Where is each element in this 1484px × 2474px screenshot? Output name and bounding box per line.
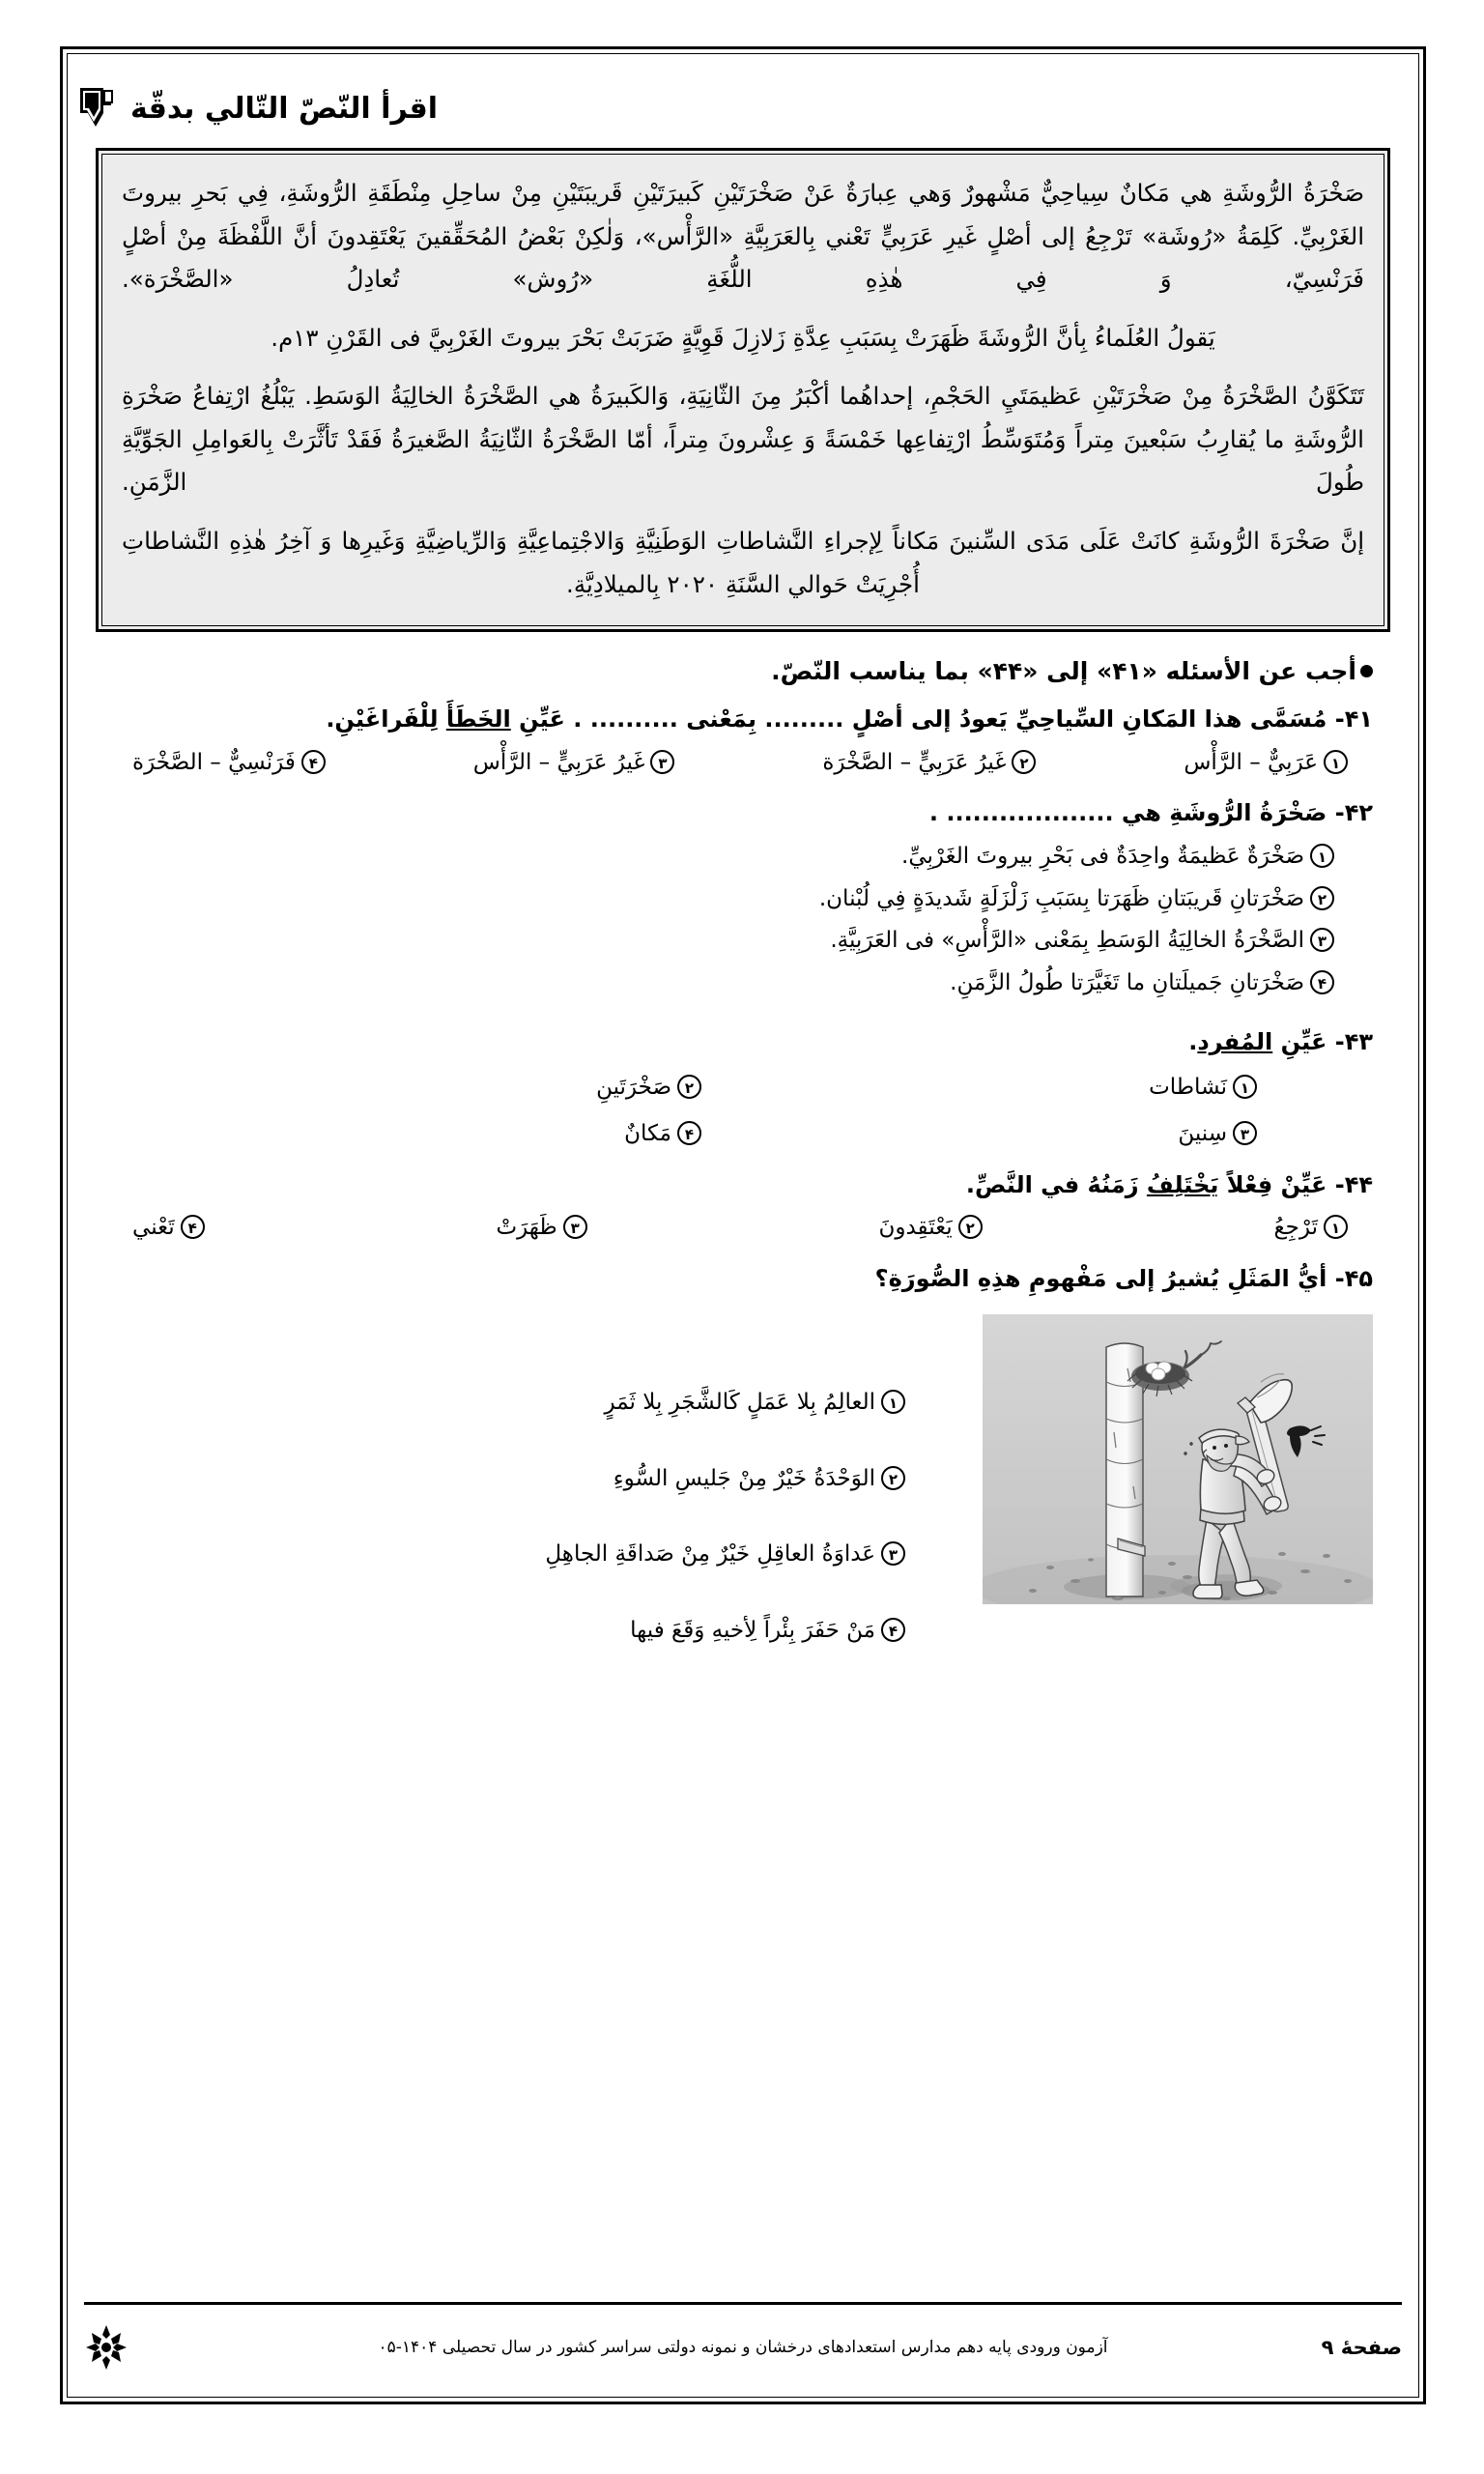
option-3[interactable] — [107, 1538, 905, 1571]
option-4-label: صَخْرَتانِ جَميلَتانِ ما تَغَيَّرَتا طُولُ الزَّمَنِ. — [950, 969, 1304, 995]
option-3[interactable] — [473, 746, 675, 780]
option-1-label: عَرَبِيٌّ – الرَّأْس — [1184, 749, 1318, 775]
option-2-number: ۲ — [1310, 886, 1334, 910]
question-43-text-before: عَيِّنِ — [1272, 1028, 1327, 1056]
question-43 — [107, 1023, 1373, 1150]
book-icon — [74, 84, 117, 134]
option-4[interactable] — [107, 966, 1334, 1000]
question-45-stem — [107, 1260, 1373, 1297]
option-4[interactable] — [132, 1211, 205, 1245]
option-4-label: تَعْني — [132, 1215, 175, 1241]
page-number: صفحهٔ ۹ — [1321, 2336, 1402, 2359]
option-4[interactable] — [107, 1614, 905, 1648]
option-1-label: صَخْرَةٌ عَظيمَةٌ واحِدَةٌ فى بَحْرِ بيروتَ الغَرْبِيِّ. — [901, 844, 1304, 870]
option-2[interactable] — [878, 1211, 982, 1245]
section-header — [74, 59, 1412, 142]
bullet-icon — [1360, 665, 1373, 677]
lumberjack-chopping-tree-with-nest-cartoon — [983, 1314, 1373, 1604]
option-2[interactable] — [146, 1071, 701, 1105]
option-3-number: ۳ — [650, 750, 674, 774]
question-43-emphasis: المُفرد — [1197, 1028, 1273, 1056]
question-43-stem — [107, 1023, 1373, 1060]
option-2-label: صَخْرَتَينِ — [596, 1074, 671, 1100]
option-2-number: ۲ — [881, 1466, 905, 1490]
question-44-options — [107, 1211, 1373, 1245]
page-title: اقرأ النّصّ التّالي بدقّة — [130, 92, 439, 126]
option-1-number: ۱ — [1324, 750, 1348, 774]
question-41-text-before: مُسَمَّى هذا المَكانِ السِّياحِيِّ يَعودُ إلى أصْلٍ ......... بِمَعْنى .......... . عَيِّنِ — [510, 705, 1327, 734]
question-42-text-before: صَخْرَةُ الرُّوشَةِ هي ................... . — [928, 799, 1327, 827]
option-2-number: ۲ — [1012, 750, 1036, 774]
option-1-number: ۱ — [1324, 1215, 1348, 1239]
option-4[interactable] — [132, 746, 326, 780]
option-3[interactable] — [107, 924, 1334, 958]
option-1-label: تَرْجِعُ — [1273, 1215, 1318, 1241]
option-2-label: صَخْرَتانِ قَريبَتانِ ظَهَرَتا بِسَبَبِ زَلْزَلَةٍ شَديدَةٍ فِي لُبْنان. — [818, 885, 1304, 911]
question-44-text-after: زَمَنُهُ في النَّصِّ. — [965, 1170, 1147, 1198]
question-42-options — [107, 840, 1373, 999]
option-1[interactable] — [107, 840, 1334, 874]
option-2[interactable] — [822, 746, 1036, 780]
option-1[interactable] — [1273, 1211, 1348, 1245]
option-2[interactable] — [107, 882, 1334, 916]
option-4-label: فَرَنْسِيٌّ – الصَّخْرَة — [132, 749, 296, 775]
option-4-number: ۴ — [677, 1121, 701, 1145]
question-45-text-before: أيُّ المَثَلِ يُشيرُ إلى مَفْهومِ هذِهِ الصُّورَةِ؟ — [874, 1264, 1327, 1292]
option-2-label: يَعْتَقِدونَ — [878, 1215, 953, 1241]
question-43-text-after: . — [1188, 1028, 1198, 1056]
option-2-label: الوَحْدَةُ خَيْرٌ مِنْ جَليسِ السُّوءِ — [613, 1465, 875, 1491]
passage-paragraph-2: يَقولُ العُلَماءُ بِأنَّ الرُّوشَةَ ظَهَرَتْ بِسَبَبِ عِدَّةِ زَلازِلَ قَوِيَّةٍ ضَرَبَتْ بَحْرَ بيروتَ الغَرْبِيَّ فى القَرْنِ ۱۳م. — [271, 323, 1215, 352]
question-42-stem — [107, 794, 1373, 831]
option-3-label: عَداوَةُ العاقِلِ خَيْرٌ مِنْ صَداقَةِ الجاهِلِ — [545, 1541, 875, 1568]
question-41-text-after: لِلْفَراغَيْنِ. — [326, 705, 446, 734]
option-1-number: ۱ — [881, 1390, 905, 1414]
question-41-emphasis: الخَطَأَ — [445, 705, 511, 734]
option-2-number: ۲ — [958, 1215, 983, 1239]
option-1[interactable] — [107, 1386, 905, 1420]
question-44-number: ۴۴- — [1334, 1170, 1373, 1198]
option-3-number: ۳ — [563, 1215, 587, 1239]
option-3-label: غَيرُ عَرَبِيٍّ – الرَّأْس — [472, 749, 645, 775]
question-45 — [107, 1260, 1373, 1689]
option-1-number: ۱ — [1310, 844, 1334, 868]
question-44-emphasis: يَخْتَلِفُ — [1146, 1170, 1219, 1198]
instruction-text: أجب عن الأسئله «۴۱» إلى «۴۴» بما يناسب النّصّ. — [771, 657, 1356, 686]
option-3-label: الصَّخْرَةُ الخالِيَةُ الوَسَطِ بِمَعْنى «الرَّأْسِ» فى العَرَبِيَّةِ. — [830, 928, 1304, 954]
question-44-text-before: عَيِّنْ فِعْلاً — [1218, 1170, 1327, 1198]
option-1-label: نَشاطات — [1149, 1074, 1227, 1100]
question-45-options — [107, 1307, 944, 1689]
option-1-number: ۱ — [1233, 1075, 1257, 1099]
option-4-label: مَنْ حَفَرَ بِئْراً لِأخيهِ وَقَعَ فيها — [630, 1617, 875, 1643]
page-footer — [84, 2302, 1402, 2386]
option-4-number: ۴ — [881, 1618, 905, 1642]
question-44-stem — [107, 1166, 1373, 1203]
question-43-options — [107, 1071, 1373, 1151]
option-4-number: ۴ — [301, 750, 326, 774]
option-2-number: ۲ — [677, 1075, 701, 1099]
option-3[interactable] — [701, 1117, 1257, 1151]
question-43-number: ۴۳- — [1334, 1028, 1373, 1056]
reading-passage-box — [96, 148, 1390, 632]
question-44 — [107, 1166, 1373, 1245]
option-3-number: ۳ — [1310, 928, 1334, 952]
question-41 — [107, 701, 1373, 779]
passage-paragraph-4: إنَّ صَخْرَةَ الرُّوشَةِ كانَتْ عَلَى مَدَى السِّنينَ مَكاناً لِإجراءِ النَّشاطاتِ الوَطَنِيَّةِ وَالاجْتِماعِيَّةِ وَالرِّياضِيَّةِ وَغَيرِها وَ آخِرُ هٰذِهِ النَّشاطاتِ أُجْرِيَتْ حَوالي السَّنَةِ ۲۰۲۰ بِالميلادِيَّةِ. — [122, 527, 1364, 598]
option-4-label: مَكانٌ — [624, 1121, 671, 1147]
option-4-number: ۴ — [181, 1215, 205, 1239]
option-2-label: غَيرُ عَرَبِيٍّ – الصَّخْرَة — [822, 749, 1007, 775]
option-4-number: ۴ — [1310, 970, 1334, 994]
question-41-number: ۴۱- — [1334, 705, 1373, 734]
option-3-number: ۳ — [881, 1541, 905, 1566]
option-1[interactable] — [701, 1071, 1257, 1105]
question-45-number: ۴۵- — [1334, 1264, 1373, 1292]
option-3-label: سِنينَ — [1178, 1121, 1227, 1147]
question-42 — [107, 794, 1373, 1008]
exam-page — [60, 46, 1426, 2404]
question-42-number: ۴۲- — [1334, 799, 1373, 827]
question-41-options — [107, 746, 1373, 780]
passage-paragraph-3: تَتَكَوَّنُ الصَّخْرَةُ مِنْ صَخْرَتَيْنِ عَظيمَتَيِ الحَجْمِ، إحداهُما أكْبَرُ مِنَ الثّانِيَةِ، وَالكَبيرَةُ هي الصَّخْرَةُ الخالِيَةُ الوَسَطِ. يَبْلُغُ ارْتِفاعُ صَخْرَةِ الرُّوشَةِ ما يُقارِبُ سَبْعينَ مِتراً وَمُتَوَسِّطُ ارْتِفاعِها خَمْسَةً وَ عِشْرونَ مِتراً، أمّا الصَّخْرَةُ الثّانِيَةُ الصَّغيرَةُ فَقَدْ تَأثَّرَتْ بِالعَوامِلِ الجَوِّيَّةِ طُولَ الزَّمَنِ. — [122, 382, 1364, 497]
option-1[interactable] — [1184, 746, 1348, 780]
option-4[interactable] — [146, 1117, 701, 1151]
footer-exam-title: آزمون ورودی پایه دهم مدارس استعدادهای درخشان و نمونه دولتی سراسر کشور در سال تحصیلی ۱۴۰۴-۰۵ — [378, 2338, 1108, 2357]
option-1-label: العالِمُ بِلا عَمَلٍ كَالشَّجَرِ بِلا ثَمَرٍ — [604, 1390, 875, 1416]
option-3[interactable] — [496, 1211, 586, 1245]
answer-instruction — [74, 657, 1373, 685]
question-41-stem — [107, 701, 1373, 737]
passage-paragraph-1: صَخْرَةُ الرُّوشَةِ هي مَكانٌ سِياحِيٌّ مَشْهورٌ وَهي عِبارَةٌ عَنْ صَخْرَتَيْنِ كَبيرَتَيْنِ قَريبَتَيْنِ مِنْ ساحِلِ مِنْطَقَةِ الرُّوشَةِ، فِي بَحرِ بيروتَ الغَرْبِيِّ. كَلِمَةُ «رُوشَة» تَرْجِعُ إلى أصْلٍ غَيرِ عَرَبِيٍّ تَعْني بِالعَرَبِيَّةِ «الرَّأْس»، وَلٰكِنْ بَعْضُ المُحَقِّقينَ يَعْتَقِدونَ أنَّ اللَّفْظَةَ مِنْ أصْلٍ فَرَنْسِيّ، وَ فِي هٰذِهِ اللُّغَةِ «رُوش» تُعادِلُ «الصَّخْرَة». — [122, 179, 1364, 294]
option-3-label: ظَهَرَتْ — [496, 1215, 557, 1241]
option-2[interactable] — [107, 1462, 905, 1496]
option-3-number: ۳ — [1233, 1121, 1257, 1145]
